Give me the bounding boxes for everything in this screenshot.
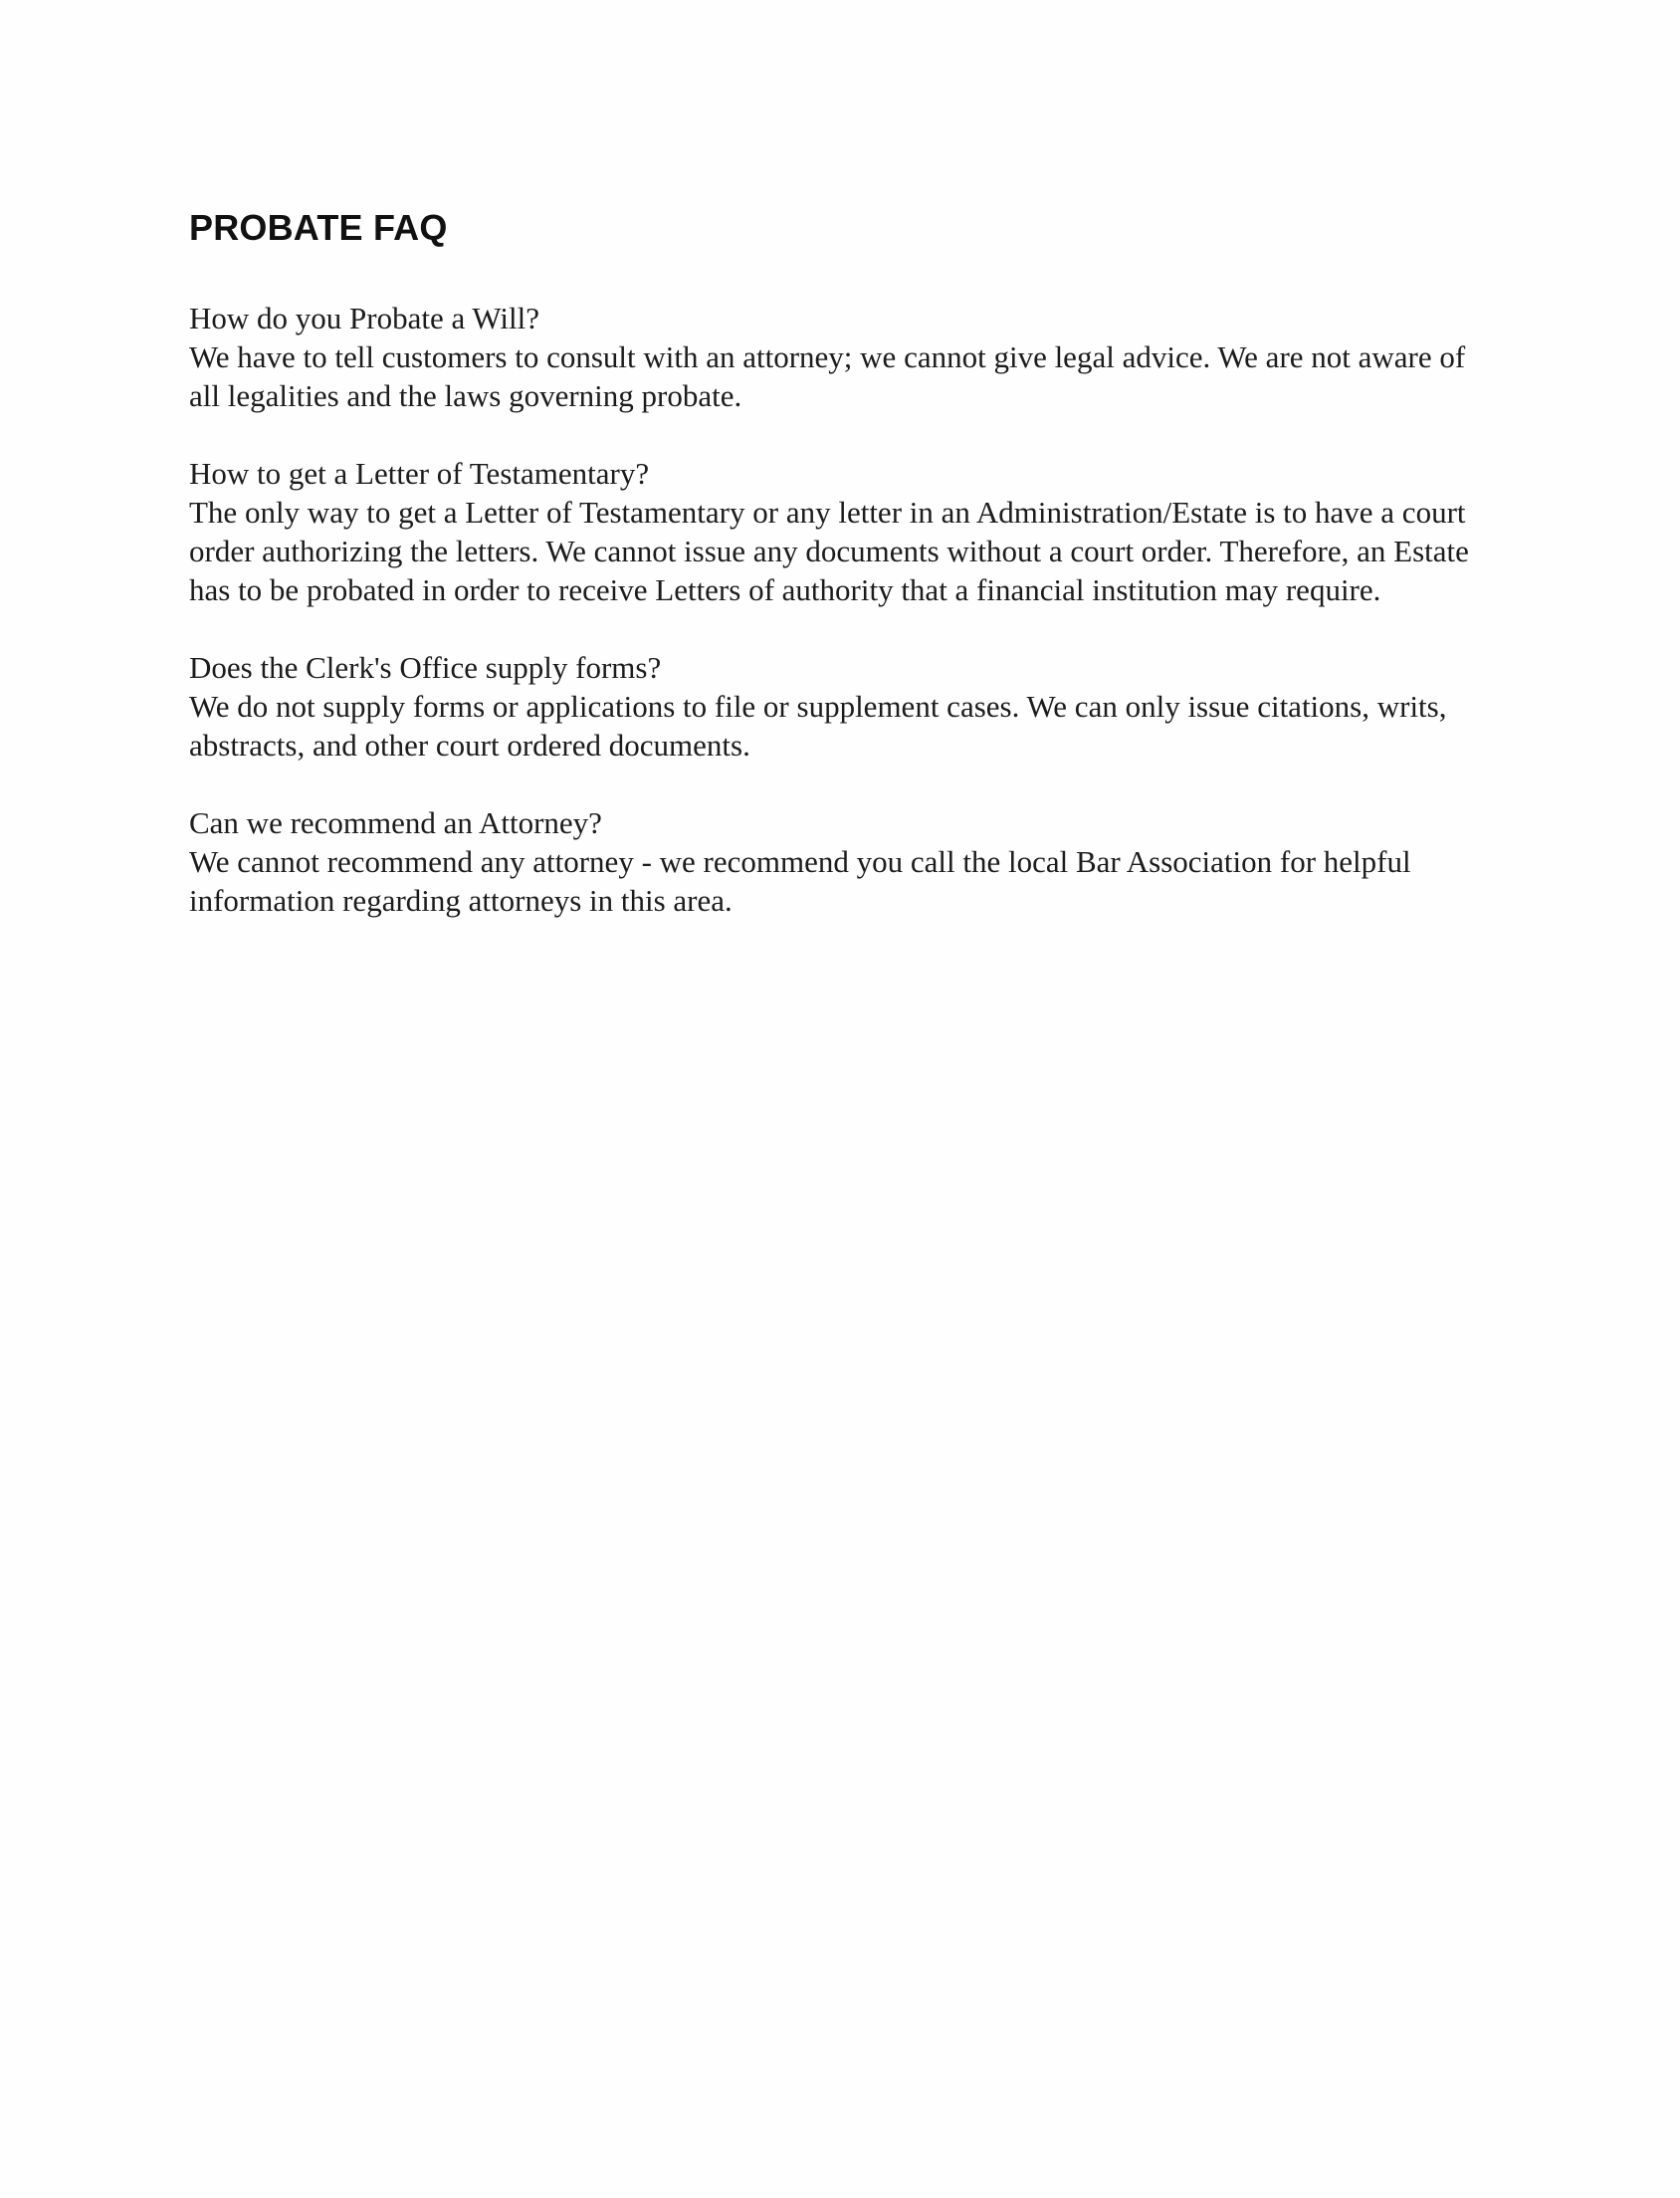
faq-question: How to get a Letter of Testamentary? <box>189 456 650 491</box>
faq-item <box>189 803 1503 920</box>
faq-question: How do you Probate a Will? <box>189 301 540 335</box>
faq-question: Does the Clerk's Office supply forms? <box>189 650 662 685</box>
faq-item <box>189 648 1503 765</box>
faq-list <box>189 299 1503 959</box>
faq-item <box>189 454 1503 609</box>
faq-answer: We cannot recommend any attorney - we recommend you call the local Bar Association for helpful information regarding attorneys in this area. <box>189 844 1411 918</box>
faq-question: Can we recommend an Attorney? <box>189 805 602 840</box>
faq-answer: We have to tell customers to consult with an attorney; we cannot give legal advice. We are not aware of all legalities and the laws governing probate. <box>189 339 1466 413</box>
faq-item <box>189 299 1503 415</box>
faq-answer: We do not supply forms or applications to file or supplement cases. We can only issue citations, writs, abstracts, and other court ordered documents. <box>189 689 1447 763</box>
faq-answer: The only way to get a Letter of Testamentary or any letter in an Administration/Estate is to have a court order authorizing the letters. We cannot issue any documents without a court order. Therefore, an Estate has to be probated in order to receive Letters of authority that a financial institution may require. <box>189 495 1469 607</box>
page-title: PROBATE FAQ <box>189 207 448 248</box>
